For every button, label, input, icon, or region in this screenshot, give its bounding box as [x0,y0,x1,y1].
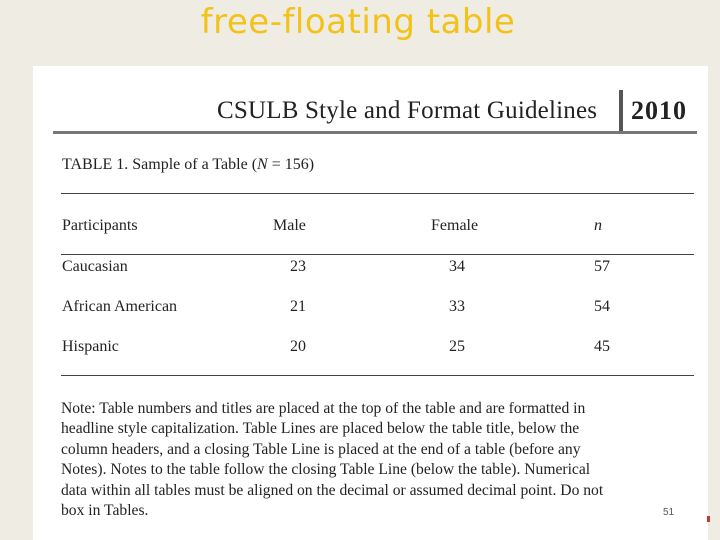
table-note [61,399,686,521]
note-line: Notes). Notes to the table follow the closing Table Line (below the table). Numerical [61,461,591,479]
table-rule-header [61,254,694,255]
note-line: Note: Table numbers and titles are placed at the top of the table and are formatted in [61,400,586,417]
header-year: 2010 [631,96,687,125]
header-divider [619,90,623,134]
table-cell-participant: Caucasian [62,258,128,275]
table-rule-top [61,193,694,194]
caption-n: N [257,156,268,173]
caption-suffix: = 156) [267,156,315,173]
column-header-female: Female [431,217,479,234]
table-rule-closing [61,375,694,376]
table-cell-male: 23 [290,258,306,275]
column-header-n: n [594,217,602,234]
document-header [33,66,708,134]
table-cell-participant: Hispanic [62,338,119,355]
table-cell-n: 54 [594,298,610,315]
document-page [33,66,708,540]
table-caption [62,156,314,174]
column-header-participants: Participants [62,217,138,234]
table-cell-female: 33 [449,298,465,315]
column-header-male: Male [273,217,306,234]
table-cell-n: 57 [594,258,610,275]
table-cell-male: 20 [290,338,306,355]
table-cell-male: 21 [290,298,306,315]
slide-edge-mark [707,516,710,522]
slide-title-text: free-floating table [200,2,516,42]
note-line: headline style capitalization. Table Lines are placed below the table title, below the [61,420,580,438]
header-rule [53,131,697,134]
table-cell-n: 45 [594,338,610,355]
note-line: box in Tables. [61,502,149,520]
table-cell-participant: African American [62,298,178,315]
note-line: data within all tables must be aligned on the decimal or assumed decimal point. Do not [61,481,604,499]
header-title: CSULB Style and Format Guidelines [217,97,598,124]
caption-prefix: TABLE 1. Sample of a Table ( [62,156,258,173]
slide-title [0,0,720,44]
table-cell-female: 34 [449,258,465,275]
page-number: 51 [663,507,675,518]
note-line: column headers, and a closing Table Line is placed at the end of a table (before any [61,440,581,458]
table-cell-female: 25 [449,338,465,355]
